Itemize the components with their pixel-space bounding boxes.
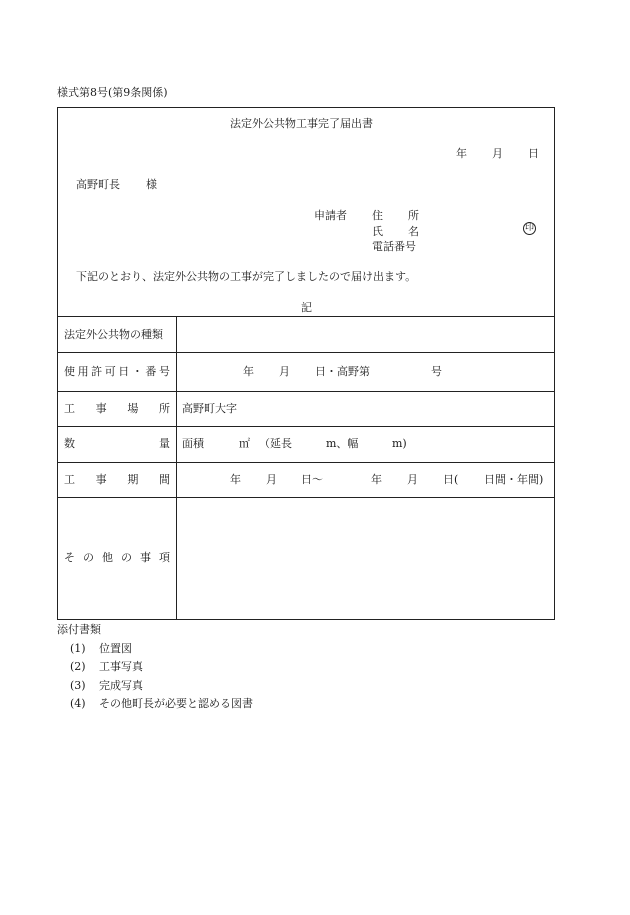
period-start-day: 日〜 bbox=[301, 473, 323, 486]
attachment-text-2: 工事写真 bbox=[99, 660, 143, 673]
meter-close-label: m) bbox=[392, 437, 407, 450]
form-number: 様式第8号(第9条関係) bbox=[57, 86, 168, 99]
seal-mark-icon: 印 bbox=[524, 223, 534, 233]
applicant-label: 申請者 bbox=[314, 209, 347, 222]
period-duration: 日間・年間) bbox=[484, 473, 544, 486]
permit-number-label: 号 bbox=[431, 365, 442, 378]
address-label-1: 住 bbox=[372, 209, 383, 222]
attachment-text-1: 位置図 bbox=[99, 642, 132, 655]
row-permit-label: 使 用 許 可 日 ・ 番 号 bbox=[64, 365, 170, 378]
site-value: 高野町大字 bbox=[182, 402, 237, 415]
attachment-num-4: (4) bbox=[70, 697, 86, 710]
table-line-6 bbox=[58, 497, 554, 498]
honorific: 様 bbox=[146, 178, 157, 191]
period-start-month: 月 bbox=[266, 473, 277, 486]
attachment-num-3: (3) bbox=[70, 679, 86, 692]
date-month-label: 月 bbox=[492, 147, 503, 160]
table-line-3 bbox=[58, 391, 554, 392]
date-year-label: 年 bbox=[456, 147, 467, 160]
table-column-divider bbox=[176, 316, 177, 619]
form-title: 法定外公共物工事完了届出書 bbox=[230, 117, 373, 130]
extension-label: （延長 bbox=[259, 437, 292, 450]
row-type-label: 法定外公共物の種類 bbox=[64, 328, 163, 341]
ki-label: 記 bbox=[301, 301, 312, 314]
period-end-day: 日( bbox=[443, 473, 459, 486]
name-label-2: 名 bbox=[408, 225, 419, 238]
statement-text: 下記のとおり、法定外公共物の工事が完了しましたので届け出ます。 bbox=[76, 270, 417, 283]
attachment-num-1: (1) bbox=[70, 642, 86, 655]
meter-width-label: m、幅 bbox=[326, 437, 359, 450]
attachment-text-3: 完成写真 bbox=[99, 679, 143, 692]
form-table bbox=[57, 107, 555, 620]
sqm-unit: ㎡ bbox=[239, 437, 250, 450]
addressee: 高野町長 bbox=[76, 178, 120, 191]
permit-month-label: 月 bbox=[279, 365, 290, 378]
row-site-label: 工 事 場 所 bbox=[64, 402, 170, 415]
name-label-1: 氏 bbox=[372, 225, 383, 238]
row-quantity-label: 数 量 bbox=[64, 437, 170, 450]
table-line-4 bbox=[58, 426, 554, 427]
period-end-month: 月 bbox=[407, 473, 418, 486]
attachment-text-4: その他町長が必要と認める図書 bbox=[99, 697, 253, 710]
table-line-top bbox=[58, 316, 554, 317]
attachments-heading: 添付書類 bbox=[57, 623, 101, 636]
date-day-label: 日 bbox=[528, 147, 539, 160]
attachment-num-2: (2) bbox=[70, 660, 86, 673]
permit-day-town-label: 日・高野第 bbox=[315, 365, 370, 378]
period-end-year: 年 bbox=[371, 473, 382, 486]
permit-year-label: 年 bbox=[243, 365, 254, 378]
area-label: 面積 bbox=[182, 437, 204, 450]
period-start-year: 年 bbox=[230, 473, 241, 486]
table-line-2 bbox=[58, 352, 554, 353]
address-label-2: 所 bbox=[408, 209, 419, 222]
phone-label: 電話番号 bbox=[372, 240, 416, 253]
table-line-5 bbox=[58, 462, 554, 463]
row-period-label: 工 事 期 間 bbox=[64, 473, 170, 486]
row-other-label: そ の 他 の 事 項 bbox=[64, 551, 170, 564]
